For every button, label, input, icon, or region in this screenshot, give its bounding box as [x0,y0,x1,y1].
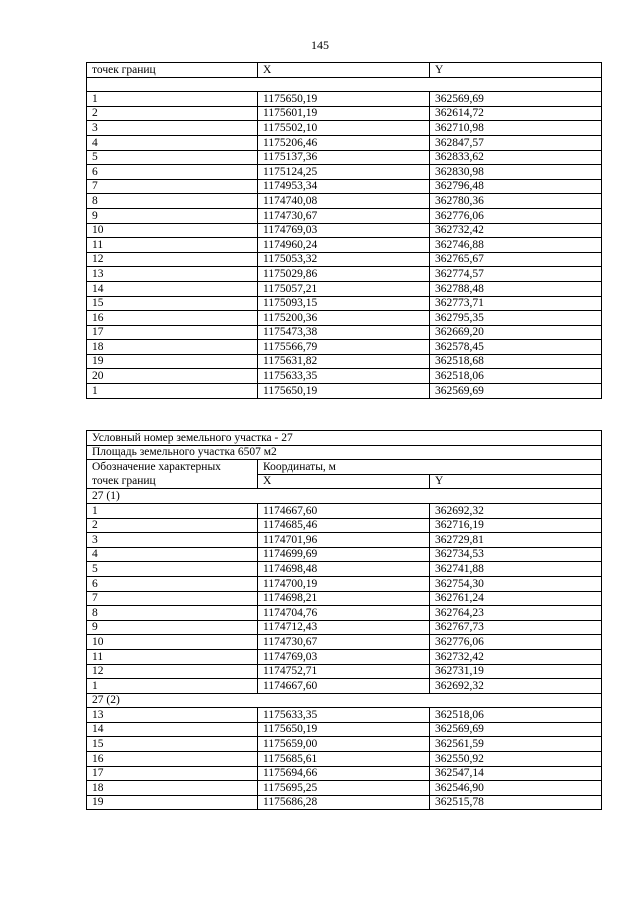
header-row-1 [87,460,602,475]
table-row [87,620,602,635]
group-label: 27 (2) [87,693,602,708]
x-coordinate-cell: 1174667,60 [258,679,430,694]
point-number-cell: 14 [87,281,258,296]
table-row [87,267,602,282]
point-number-cell: 2 [87,518,258,533]
header-point-designation [87,460,258,489]
table-row [87,591,602,606]
x-coordinate-cell: 1174712,43 [258,620,430,635]
header-designation-line2: точек границ [92,475,156,488]
x-coordinate-cell: 1175200,36 [258,311,430,326]
x-coordinate-cell: 1174730,67 [258,208,430,223]
table-row [87,679,602,694]
table-row [87,92,602,107]
empty-cell [87,77,602,92]
y-coordinate-cell: 362746,88 [430,238,602,253]
point-number-cell: 3 [87,533,258,548]
y-coordinate-cell: 362669,20 [430,325,602,340]
table-row [87,635,602,650]
table-row [87,562,602,577]
coordinates-table-continued [86,62,602,399]
point-number-cell: 4 [87,547,258,562]
table-row [87,547,602,562]
point-number-cell: 6 [87,165,258,180]
y-coordinate-cell: 362833,62 [430,150,602,165]
header-y: Y [430,474,602,489]
point-number-cell: 4 [87,135,258,150]
point-number-cell: 11 [87,238,258,253]
point-number-cell: 15 [87,737,258,752]
x-coordinate-cell: 1175053,32 [258,252,430,267]
table-row [87,150,602,165]
y-coordinate-cell: 362561,59 [430,737,602,752]
y-coordinate-cell: 362780,36 [430,194,602,209]
x-coordinate-cell: 1175566,79 [258,340,430,355]
point-number-cell: 13 [87,708,258,723]
x-coordinate-cell: 1174667,60 [258,503,430,518]
point-number-cell: 20 [87,369,258,384]
y-coordinate-cell: 362776,06 [430,208,602,223]
point-number-cell: 1 [87,92,258,107]
y-coordinate-cell: 362761,24 [430,591,602,606]
group-label-row [87,489,602,504]
table-row [87,649,602,664]
y-coordinate-cell: 362546,90 [430,781,602,796]
y-coordinate-cell: 362788,48 [430,281,602,296]
point-number-cell: 7 [87,591,258,606]
y-coordinate-cell: 362796,48 [430,179,602,194]
point-number-cell: 7 [87,179,258,194]
x-coordinate-cell: 1174698,21 [258,591,430,606]
y-coordinate-cell: 362767,73 [430,620,602,635]
x-coordinate-cell: 1175650,19 [258,722,430,737]
y-coordinate-cell: 362732,42 [430,223,602,238]
x-coordinate-cell: 1175650,19 [258,92,430,107]
table-row [87,238,602,253]
x-coordinate-cell: 1175631,82 [258,354,430,369]
x-coordinate-cell: 1174953,34 [258,179,430,194]
table-row [87,252,602,267]
point-number-cell: 16 [87,752,258,767]
x-coordinate-cell: 1174960,24 [258,238,430,253]
y-coordinate-cell: 362578,45 [430,340,602,355]
x-coordinate-cell: 1174698,48 [258,562,430,577]
x-coordinate-cell: 1175686,28 [258,795,430,810]
x-coordinate-cell: 1175601,19 [258,106,430,121]
y-coordinate-cell: 362569,69 [430,722,602,737]
y-coordinate-cell: 362847,57 [430,135,602,150]
point-number-cell: 15 [87,296,258,311]
table-row [87,737,602,752]
parcel-number: Условный номер земельного участка - 27 [87,431,602,446]
x-coordinate-cell: 1175695,25 [258,781,430,796]
y-coordinate-cell: 362729,81 [430,533,602,548]
x-coordinate-cell: 1175093,15 [258,296,430,311]
empty-row [87,77,602,92]
point-number-cell: 18 [87,340,258,355]
point-number-cell: 12 [87,664,258,679]
point-number-cell: 3 [87,121,258,136]
x-coordinate-cell: 1174685,46 [258,518,430,533]
table-row [87,281,602,296]
parcel-27-table [86,430,602,810]
table-body [87,63,602,399]
table-row [87,296,602,311]
table-row [87,354,602,369]
point-number-cell: 1 [87,503,258,518]
y-coordinate-cell: 362515,78 [430,795,602,810]
y-coordinate-cell: 362547,14 [430,766,602,781]
x-coordinate-cell: 1175633,35 [258,708,430,723]
header-x: X [258,474,430,489]
y-coordinate-cell: 362692,32 [430,679,602,694]
table-row [87,606,602,621]
y-coordinate-cell: 362731,19 [430,664,602,679]
point-number-cell: 8 [87,606,258,621]
y-coordinate-cell: 362518,06 [430,708,602,723]
y-coordinate-cell: 362754,30 [430,576,602,591]
y-coordinate-cell: 362795,35 [430,311,602,326]
point-number-cell: 17 [87,325,258,340]
table-row [87,340,602,355]
table-row [87,165,602,180]
y-coordinate-cell: 362614,72 [430,106,602,121]
point-number-cell: 5 [87,562,258,577]
x-coordinate-cell: 1175633,35 [258,369,430,384]
x-coordinate-cell: 1175137,36 [258,150,430,165]
group-label-row [87,693,602,708]
y-coordinate-cell: 362830,98 [430,165,602,180]
y-coordinate-cell: 362764,23 [430,606,602,621]
y-coordinate-cell: 362774,57 [430,267,602,282]
header-x: X [258,63,430,78]
x-coordinate-cell: 1175206,46 [258,135,430,150]
table-row [87,384,602,399]
point-number-cell: 19 [87,354,258,369]
y-coordinate-cell: 362765,67 [430,252,602,267]
point-number-cell: 9 [87,620,258,635]
table-row [87,135,602,150]
y-coordinate-cell: 362518,06 [430,369,602,384]
header-designation-line1: Обозначение характерных [92,461,221,474]
point-number-cell: 2 [87,106,258,121]
table-row [87,664,602,679]
y-coordinate-cell: 362734,53 [430,547,602,562]
point-number-cell: 5 [87,150,258,165]
x-coordinate-cell: 1175685,61 [258,752,430,767]
point-number-cell: 10 [87,223,258,238]
x-coordinate-cell: 1175057,21 [258,281,430,296]
point-number-cell: 17 [87,766,258,781]
y-coordinate-cell: 362692,32 [430,503,602,518]
y-coordinate-cell: 362732,42 [430,649,602,664]
header-point-designation: точек границ [87,63,258,78]
y-coordinate-cell: 362741,88 [430,562,602,577]
table-row [87,518,602,533]
point-number-cell: 10 [87,635,258,650]
x-coordinate-cell: 1174700,19 [258,576,430,591]
x-coordinate-cell: 1174699,69 [258,547,430,562]
table-row [87,106,602,121]
point-number-cell: 6 [87,576,258,591]
table-row [87,369,602,384]
table-row [87,766,602,781]
point-number-cell: 19 [87,795,258,810]
y-coordinate-cell: 362776,06 [430,635,602,650]
header-y: Y [430,63,602,78]
x-coordinate-cell: 1174769,03 [258,223,430,238]
x-coordinate-cell: 1174730,67 [258,635,430,650]
point-number-cell: 13 [87,267,258,282]
point-number-cell: 8 [87,194,258,209]
y-coordinate-cell: 362773,71 [430,296,602,311]
parcel-area-row [87,445,602,460]
parcel-area: Площадь земельного участка 6507 м2 [87,445,602,460]
x-coordinate-cell: 1174740,08 [258,194,430,209]
table-row [87,223,602,238]
y-coordinate-cell: 362518,68 [430,354,602,369]
y-coordinate-cell: 362569,69 [430,92,602,107]
point-number-cell: 18 [87,781,258,796]
x-coordinate-cell: 1175473,38 [258,325,430,340]
point-number-cell: 16 [87,311,258,326]
point-number-cell: 14 [87,722,258,737]
x-coordinate-cell: 1175124,25 [258,165,430,180]
table-row [87,795,602,810]
table-row [87,576,602,591]
table-row [87,208,602,223]
x-coordinate-cell: 1175694,66 [258,766,430,781]
table-row [87,503,602,518]
table-row [87,781,602,796]
table-row [87,722,602,737]
x-coordinate-cell: 1174752,71 [258,664,430,679]
group-label: 27 (1) [87,489,602,504]
x-coordinate-cell: 1174704,76 [258,606,430,621]
table-row [87,325,602,340]
parcel-number-row [87,431,602,446]
header-coordinates: Координаты, м [258,460,602,475]
table-row [87,179,602,194]
table-row [87,311,602,326]
x-coordinate-cell: 1175502,10 [258,121,430,136]
x-coordinate-cell: 1174769,03 [258,649,430,664]
point-number-cell: 12 [87,252,258,267]
table-row [87,194,602,209]
x-coordinate-cell: 1175029,86 [258,267,430,282]
y-coordinate-cell: 362569,69 [430,384,602,399]
table-row [87,752,602,767]
table-row [87,533,602,548]
x-coordinate-cell: 1175659,00 [258,737,430,752]
x-coordinate-cell: 1175650,19 [258,384,430,399]
point-number-cell: 9 [87,208,258,223]
page-number: 145 [311,38,329,52]
point-number-cell: 1 [87,679,258,694]
y-coordinate-cell: 362550,92 [430,752,602,767]
point-number-cell: 11 [87,649,258,664]
y-coordinate-cell: 362710,98 [430,121,602,136]
table-row [87,708,602,723]
x-coordinate-cell: 1174701,96 [258,533,430,548]
point-number-cell: 1 [87,384,258,399]
table-header-row [87,63,602,78]
table-body [87,431,602,810]
table-row [87,121,602,136]
y-coordinate-cell: 362716,19 [430,518,602,533]
